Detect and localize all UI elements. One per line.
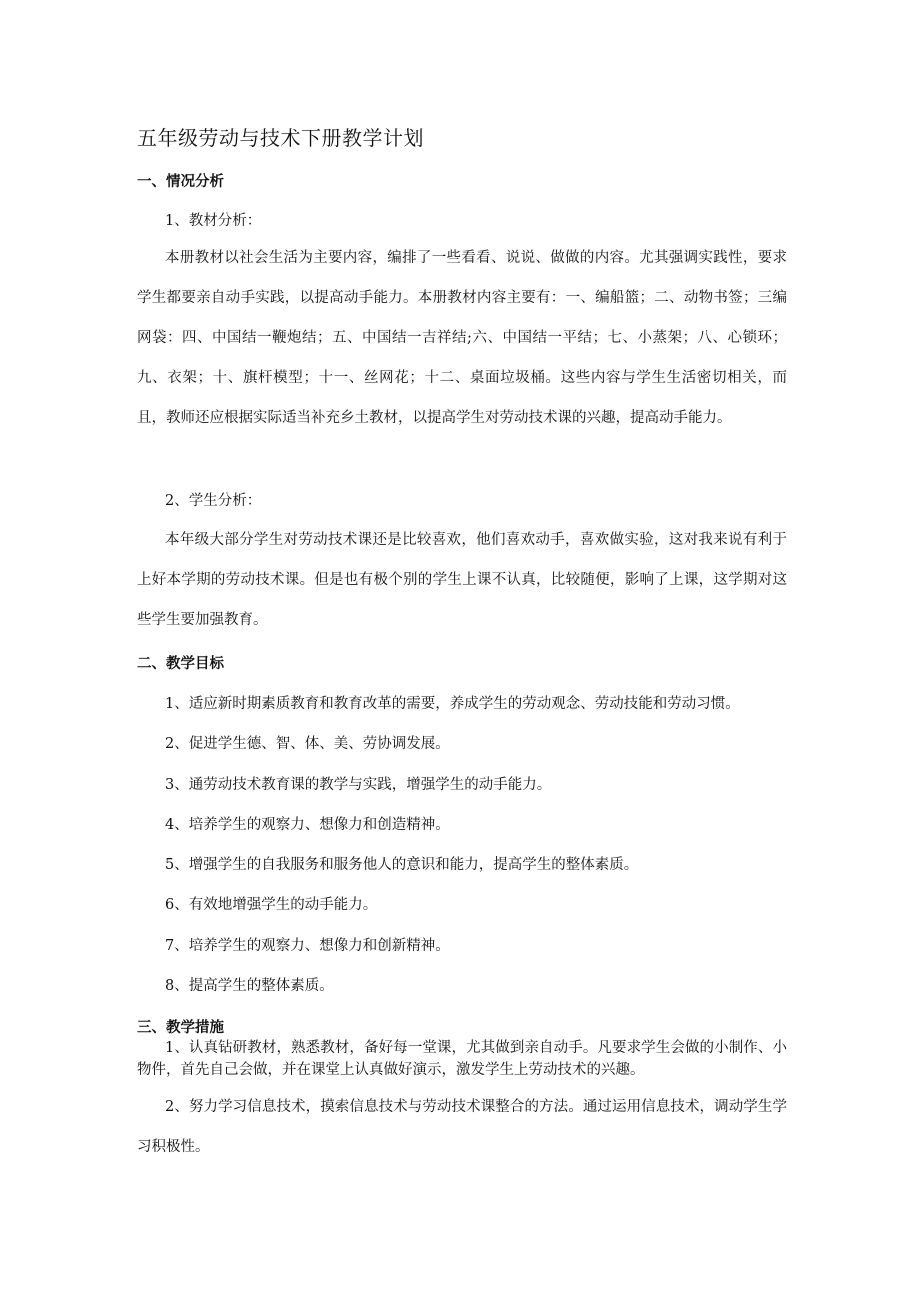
subheading-textbook-analysis: 1、教材分析： xyxy=(165,213,262,229)
goal-item: 3、通劳动技术教育课的教学与实践，增强学生的动手能力。 xyxy=(165,777,552,793)
paragraph-student-analysis: 本年级大部分学生对劳动技术课还是比较喜欢，他们喜欢动手，喜欢做实验，这对我来说有利于上好本学期的劳动技术课。但是也有极个别的学生上课不认真，比较随便，影响了上课，这学期对这些学生要加强教育。 xyxy=(137,532,787,628)
paragraph-textbook-analysis: 本册教材以社会生活为主要内容，编排了一些看看、说说、做做的内容。尤其强调实践性，要求学生都要亲自动手实践，以提高动手能力。本册教材内容主要有：一、编船篮；二、动物书签；三编网袋：四、中国结一鞭炮结；五、中国结一吉祥结;六、中国结一平结；七、小蒸架；八、心锁环；九、衣架；十、旗杆模型；十一、丝网花；十二、桌面垃圾桶。这些内容与学生生活密切相关，而且，教师还应根据实际适当补充乡土教材，以提高学生对劳动技术课的兴趣，提高动手能力。 xyxy=(137,250,787,426)
goal-item: 5、增强学生的自我服务和服务他人的意识和能力，提高学生的整体素质。 xyxy=(165,857,639,873)
goal-item: 6、有效地增强学生的动手能力。 xyxy=(165,897,378,913)
document-title: 五年级劳动与技术下册教学计划 xyxy=(137,126,424,150)
section-heading-analysis: 一、情况分析 xyxy=(137,174,224,190)
goal-item: 4、培养学生的观察力、想像力和创造精神。 xyxy=(165,817,450,833)
goal-item: 7、培养学生的观察力、想像力和创新精神。 xyxy=(165,938,450,954)
subheading-student-analysis: 2、学生分析： xyxy=(165,493,262,509)
goal-item: 1、适应新时期素质教育和教育改革的需要，养成学生的劳动观念、劳动技能和劳动习惯。 xyxy=(165,696,740,712)
goal-item: 2、促进学生德、智、体、美、劳协调发展。 xyxy=(165,736,450,752)
section-heading-measures: 三、教学措施 xyxy=(137,1020,224,1036)
section-heading-goals: 二、教学目标 xyxy=(137,656,224,672)
paragraph-measure-2: 2、努力学习信息技术，摸索信息技术与劳动技术课整合的方法。通过运用信息技术，调动学生学习积极性。 xyxy=(137,1099,787,1155)
goal-item: 8、提高学生的整体素质。 xyxy=(165,978,334,994)
paragraph-measure-1: 1、认真钻研教材，熟悉教材，备好每一堂课，尤其做到亲自动手。凡要求学生会做的小制作、小物件，首先自己会做，并在课堂上认真做好演示，激发学生上劳动技术的兴趣。 xyxy=(137,1040,787,1078)
